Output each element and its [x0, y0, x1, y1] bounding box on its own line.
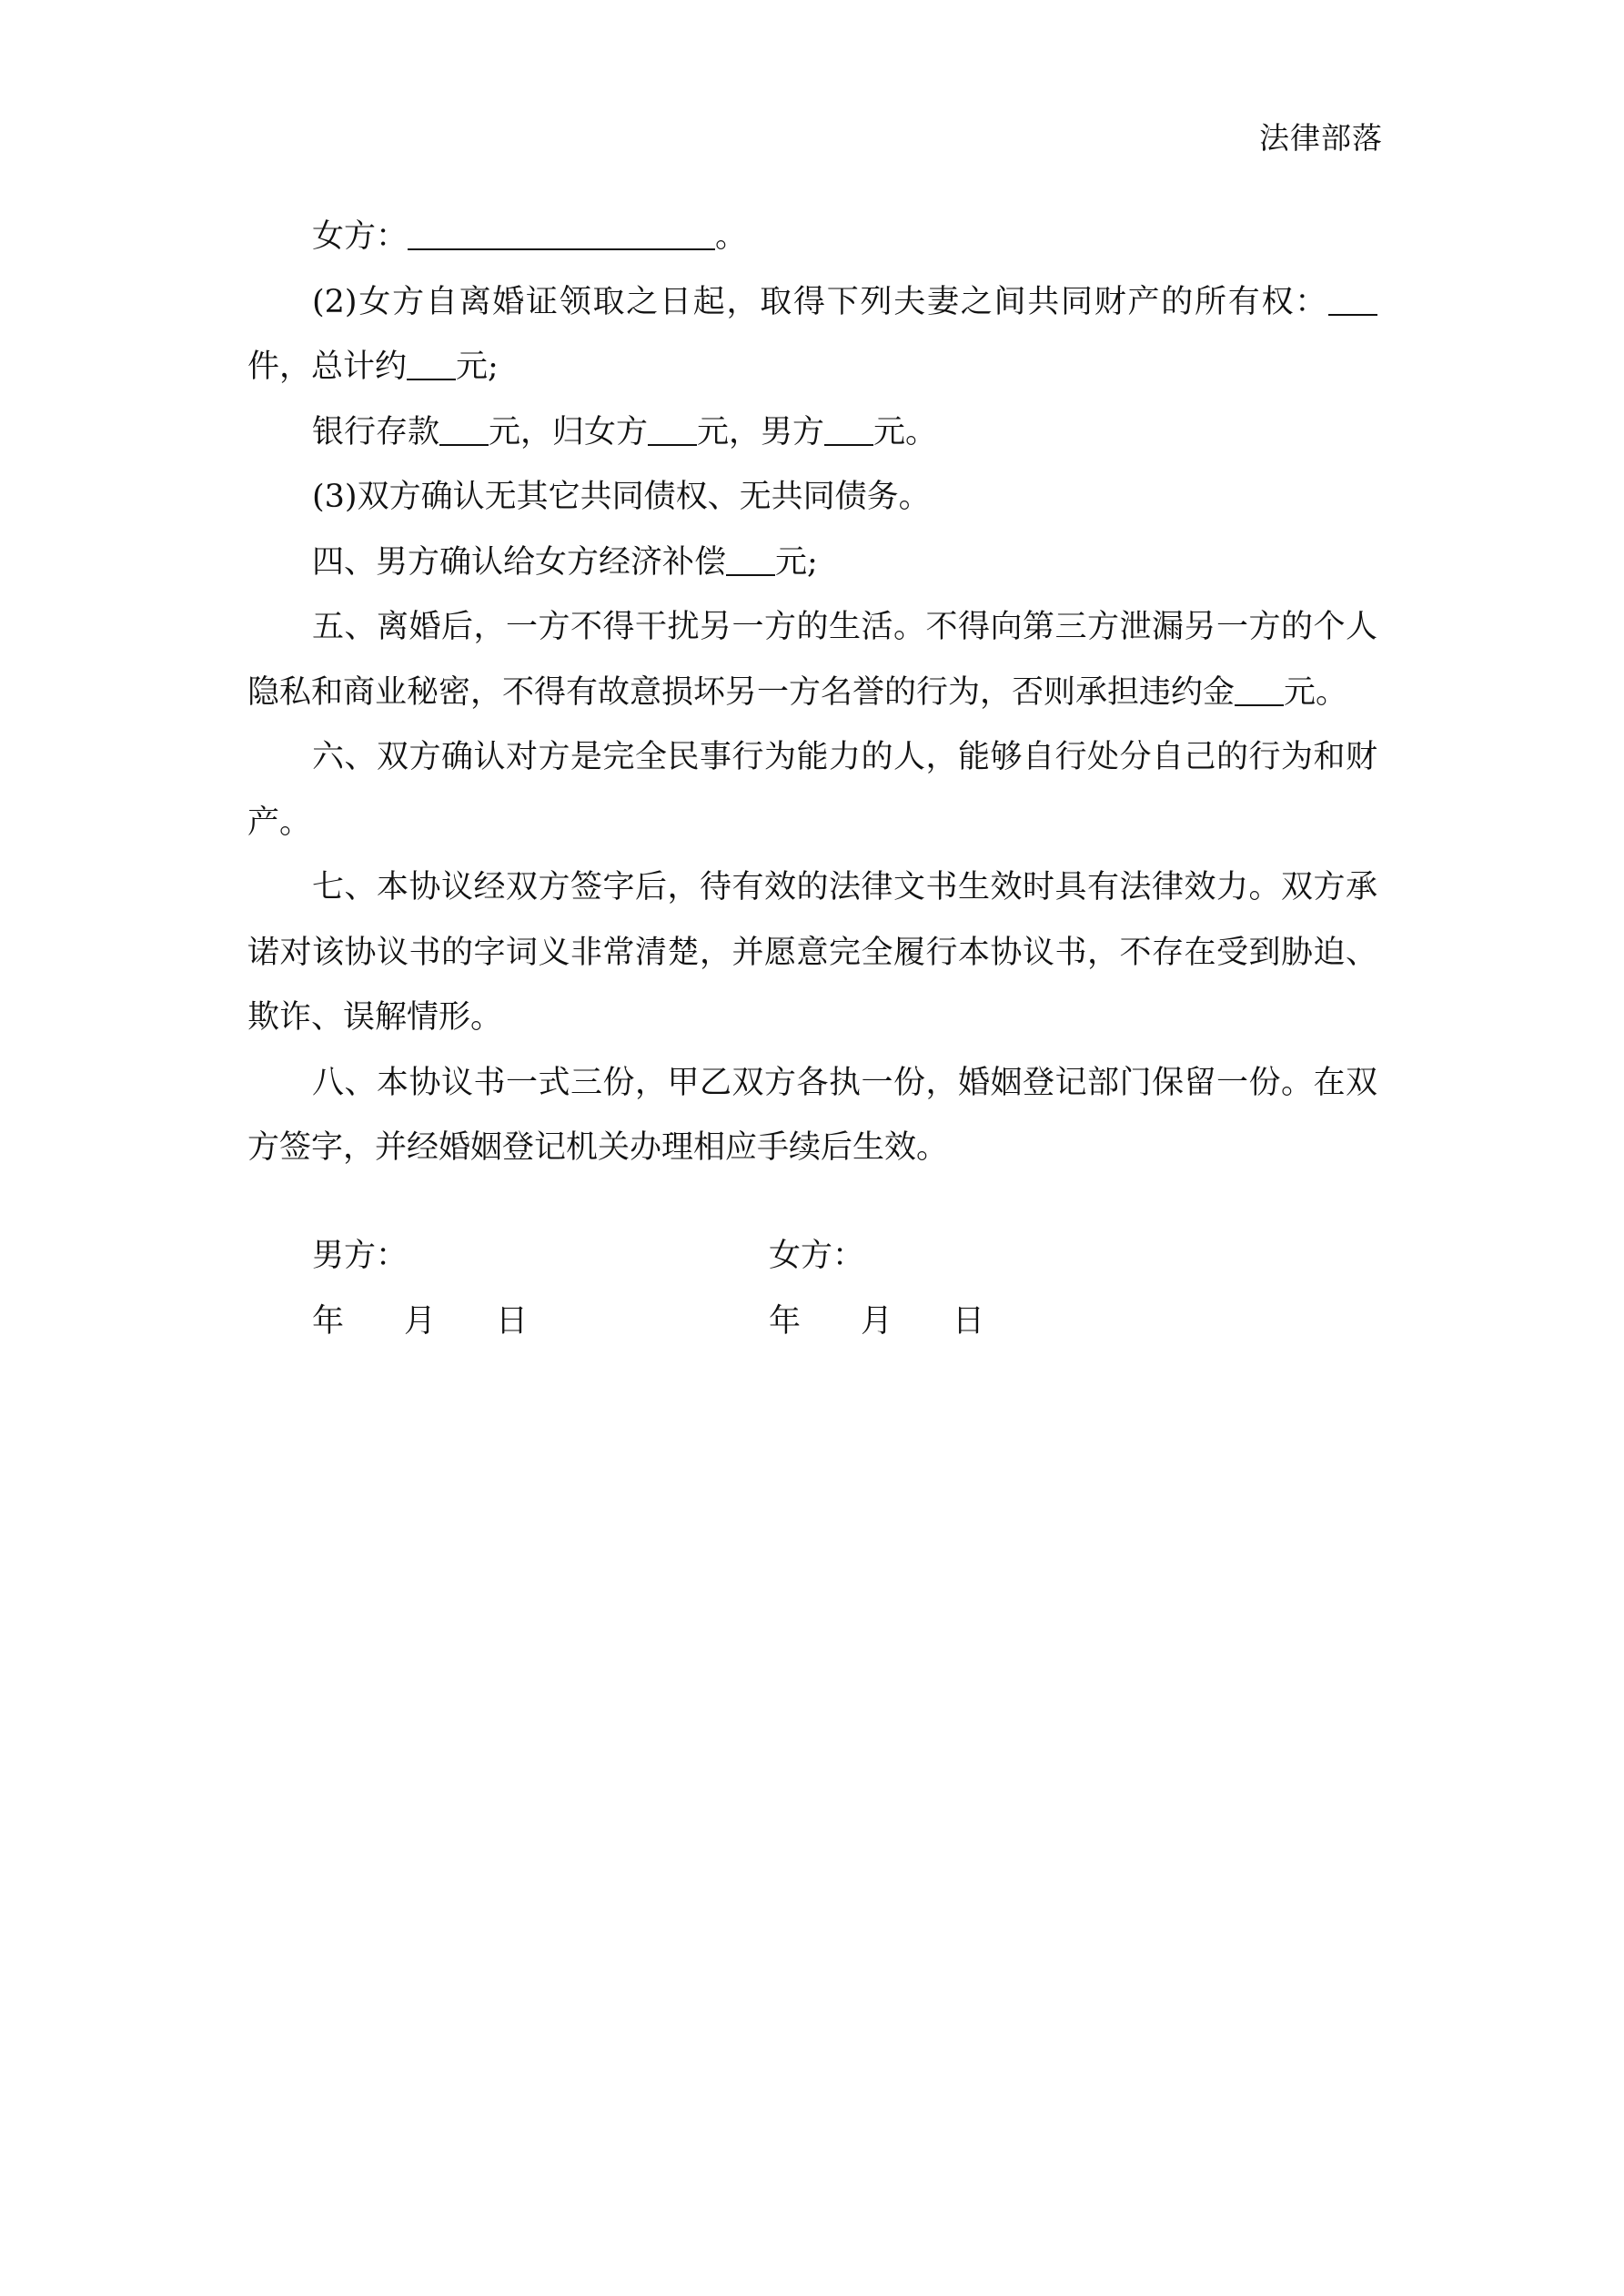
clause-privacy: 五、离婚后，一方不得干扰另一方的生活。不得向第三方泄漏另一方的个人隐私和商业秘密，不得有故意损坏另一方名誉的行为，否则承担违约金 元。	[247, 609, 1377, 711]
female-share-blank[interactable]	[648, 413, 697, 446]
header-brand: 法律部落	[1259, 120, 1383, 156]
female-label: 女方：	[312, 218, 409, 255]
clause-effectiveness: 七、本协议经双方签字后，待有效的法律文书生效时具有法律效力。双方承诺对该协议书的字词义非常清楚，并愿意完全履行本协议书，不存在受到胁迫、欺诈、误解情形。	[247, 869, 1377, 1036]
male-year: 年	[312, 1302, 345, 1340]
female-year: 年	[769, 1302, 802, 1340]
penalty-amount-blank[interactable]	[1235, 673, 1284, 706]
male-share-blank[interactable]	[824, 413, 873, 446]
male-day: 日	[496, 1302, 529, 1340]
clause-copies: 八、本协议书一式三份，甲乙双方各执一份，婚姻登记部门保留一份。在双方签字，并经婚姻登记机关办理相应手续后生效。	[247, 1064, 1377, 1166]
clause-no-debts: (3)双方确认无其它共同债权、无共同债务。	[312, 479, 931, 515]
deposit-amount-blank[interactable]	[439, 413, 489, 446]
male-date	[312, 1290, 528, 1355]
female-name-blank[interactable]	[408, 217, 715, 250]
female-signature-label: 女方：	[769, 1238, 865, 1274]
signature-row	[247, 1224, 1377, 1290]
female-party-line: 女方： 。	[312, 218, 748, 255]
total-amount-blank[interactable]	[407, 348, 456, 380]
female-day: 日	[953, 1302, 985, 1340]
male-month: 月	[404, 1302, 437, 1340]
agreement-body	[247, 205, 1377, 1181]
signature-block	[247, 1224, 1377, 1354]
date-row	[247, 1290, 1377, 1355]
item-count-blank[interactable]	[1328, 283, 1377, 316]
clause-compensation: 四、男方确认给女方经济补偿 元;	[312, 543, 818, 581]
female-date	[769, 1290, 984, 1355]
compensation-amount-blank[interactable]	[726, 543, 775, 576]
clause-bank-deposit: 银行存款 元，归女方 元，男方 元。	[312, 413, 938, 450]
clause-property-ownership: (2)女方自离婚证领取之日起，取得下列夫妻之间共同财产的所有权：件，总计约 元;	[247, 270, 1377, 400]
clause-capacity: 六、双方确认对方是完全民事行为能力的人，能够自行处分自己的行为和财产。	[247, 739, 1377, 841]
female-month: 月	[861, 1302, 893, 1340]
male-signature-label: 男方：	[312, 1238, 409, 1274]
